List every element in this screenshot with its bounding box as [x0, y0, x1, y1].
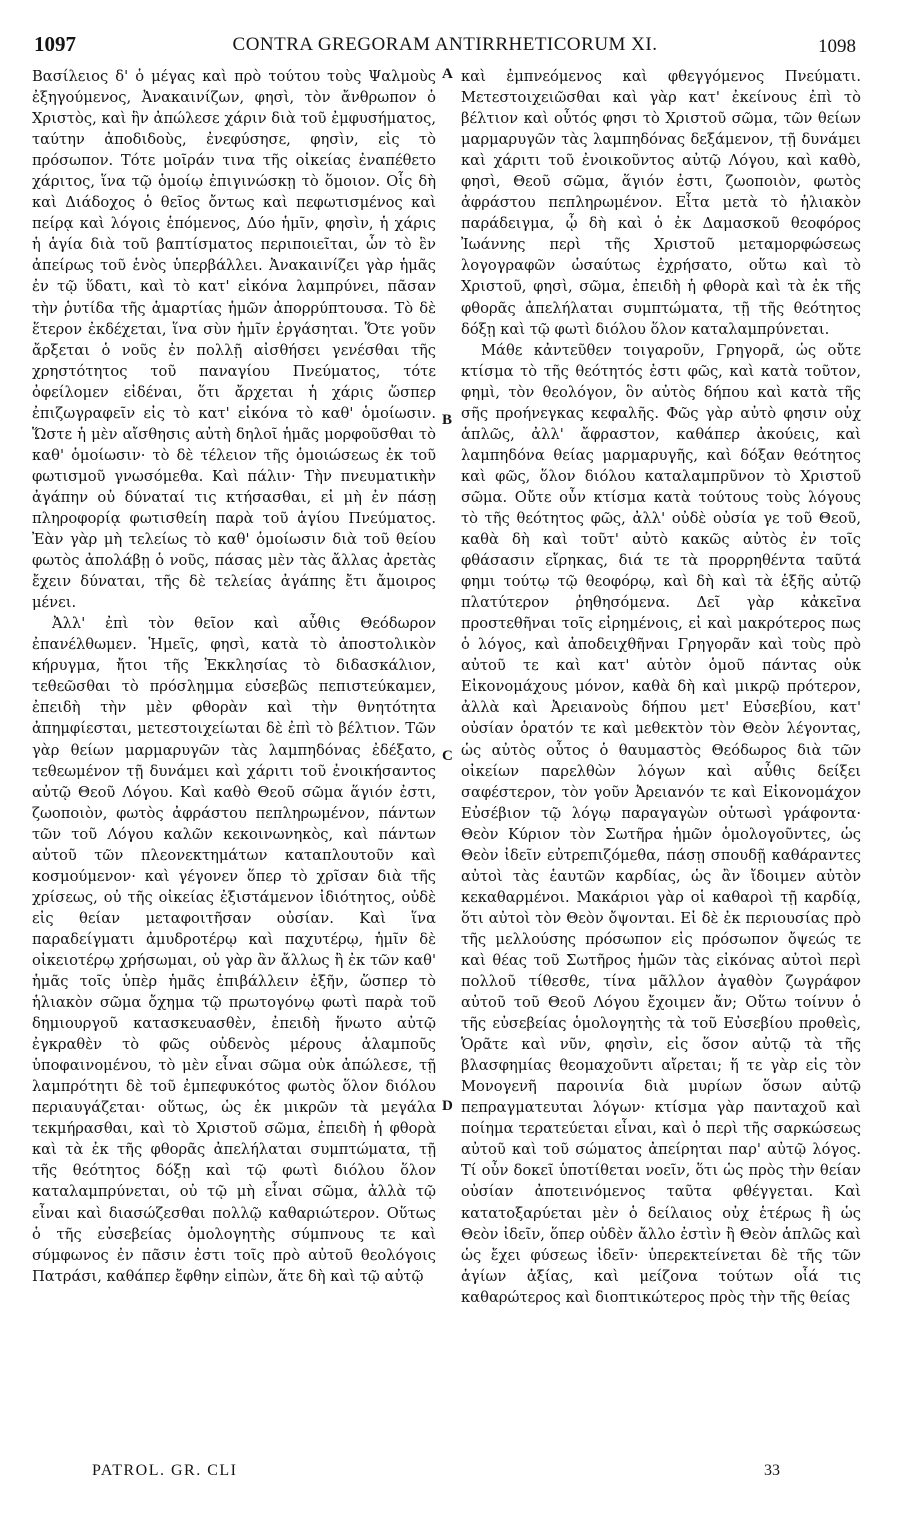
margin-marker-c: C	[442, 748, 453, 764]
page-footer	[92, 1462, 862, 1488]
signature-number: 33	[764, 1462, 780, 1479]
page-number-left: 1097	[34, 32, 76, 56]
left-paragraph-2: Ἀλλ' ἐπὶ τὸν θεῖον καὶ αὖθις Θεόδωρον ἐπανέλθωμεν. Ἡμεῖς, φησὶ, κατὰ τὸ ἀποστολικὸν κήρυγμα, ἤτοι τῆς Ἐκκλησίας τὸ διδασκάλιον, τεθεῶσθαι τὸ πρόσλημμα εὐσεβῶς πεπιστεύκαμεν, ἐπειδὴ τὴν μὲν φθορὰν καὶ τὴν θνητότητα ἀπημφίεσται, μετεστοιχείωται δὲ ἐπὶ τὸ βέλτιον. Τῶν γὰρ θείων μαρμαρυγῶν τὰς λαμπηδόνας ἐδέξατο, τεθεωμένον τῇ δυνάμει καὶ χάριτι τοῦ ἐνοικήσαντος αὐτῷ Θεοῦ Λόγου. Καὶ καθὸ Θεοῦ σῶμα ἅγιόν ἐστι, ζωοποιὸν, φωτὸς ἀφράστου πεπληρωμένον, πάντων τῶν τοῦ Λόγου καλῶν κεκοινωνηκὸς, καὶ πάντων αὐτοῦ τῶν πλεονεκτημάτων καταπλουτοῦν καὶ κοσμούμενον· καὶ γέγονεν ὅπερ τὸ χρῖσαν διὰ τῆς χρίσεως, οὐ τῆς οἰκείας ἐξιστάμενον ἰδιότητος, οὐδὲ εἰς θείαν μεταφοιτῆσαν οὐσίαν. Καὶ ἵνα παραδείγματι ἀμυδροτέρῳ καὶ παχυτέρῳ, ἡμῖν δὲ οἰκειοτέρῳ χρήσωμαι, οὐ γὰρ ἂν ἄλλως ἢ ἐκ τῶν καθ' ἡμᾶς τοῖς ὑπὲρ ἡμᾶς ἐπιβάλλειν ἐξῆν, ὥσπερ τὸ ἡλιακὸν σῶμα ὄχημα τῷ πρωτογόνῳ φωτὶ παρὰ τοῦ δημιουργοῦ κατασκευασθὲν, ἐπειδὴ ἥνωτο αὐτῷ ἐγκραθὲν τὸ φῶς οὐδενὸς μέρους ἀλαμποῦς ὑποφαινομένου, τὸ μὲν εἶναι σῶμα οὐκ ἀπώλεσε, τῇ λαμπρότητι δὲ τοῦ ἐμπεφυκότος φωτὸς ὅλον διόλου περιαυγάζεται· οὕτως, ὡς ἐκ μικρῶν τὰ μεγάλα τεκμήρασθαι, καὶ τὸ Χριστοῦ σῶμα, ἐπειδὴ ἡ φθορὰ καὶ τὰ ἐκ τῆς φθορᾶς ἀπελήλαται συμπτώματα, τῇ τῆς θεότητος δόξῃ καὶ τῷ φωτὶ διόλου ὅλον καταλαμπρύνεται, οὐ τῷ μὴ εἶναι σῶμα, ἀλλὰ τῷ εἶναι καὶ διασώζεσθαι πολλῷ καθαριώτερον. Οὕτως ὁ τῆς εὐσεβείας ὁμολογητὴς σύμπνους τε καὶ σύμφωνος ἐν πᾶσιν ἐστι τοῖς πρὸ αὐτοῦ θεολόγοις Πατράσι, καθάπερ ἔφθην εἰπὼν, ἅτε δὴ καὶ τῷ αὐτῷ	[32, 615, 436, 1285]
running-header	[34, 30, 856, 60]
margin-marker-d: D	[442, 1098, 453, 1114]
page-number-right: 1098	[818, 36, 856, 57]
left-column	[32, 66, 436, 1287]
margin-marker-b: B	[442, 412, 453, 428]
right-column	[461, 66, 861, 1308]
running-title: CONTRA GREGORAM ANTIRRHETICORUM XI.	[232, 34, 658, 55]
right-paragraph-2: Μάθε κἀντεῦθεν τοιγαροῦν, Γρηγορᾶ, ὡς οὔτε κτίσμα τὸ τῆς θεότητός ἐστι φῶς, καὶ κατὰ τοῦτον, φημὶ, τὸν θεολόγον, ὃν αὐτὸς δήπου καὶ κατὰ τῆς σῆς προήνεγκας κεφαλῆς. Φῶς γὰρ αὐτὸ φησιν οὐχ ἁπλῶς, ἀλλ' ἄφραστον, καθάπερ ἀκούεις, καὶ λαμπηδόνα θείας μαρμαρυγῆς, καὶ δόξαν θεότητος καὶ φῶς, ὅλον διόλου καταλαμπρῦνον τὸ Χριστοῦ σῶμα. Οὔτε οὖν κτίσμα κατὰ τούτους τοὺς λόγους τὸ τῆς θεότητος φῶς, ἀλλ' οὐδὲ οὐσία γε τοῦ Θεοῦ, καθὰ δὴ καὶ τοῦτ' αὐτὸ κακῶς αὐτὸς ἐν τοῖς φθάσασιν εἴρηκας, διά τε τὰ προρρηθέντα ταῦτά φημι τούτῳ τῷ θεοφόρῳ, καὶ δὴ καὶ τὰ ἑξῆς αὐτῷ πλατύτερον ῥηθησόμενα. Δεῖ γὰρ κἀκεῖνα προστεθῆναι τοῖς εἰρημένοις, εἰ καὶ μακρότερος πως ὁ λόγος, καὶ ἀποδειχθῆναι Γρηγορᾶν καὶ τοὺς πρὸ αὐτοῦ τε καὶ κατ' αὐτὸν ὁμοῦ πάντας οὐκ Εἰκονομάχους μόνον, καθὰ δὴ καὶ μικρῷ πρότερον, ἀλλὰ καὶ Ἀρειανοὺς δήπου μετ' Εὐσεβίου, κατ' οὐσίαν ὁρατόν τε καὶ μεθεκτὸν τὸν Θεὸν λέγοντας, ὡς αὐτὸς οὗτος ὁ θαυμαστὸς Θεόδωρος διὰ τῶν οἰκείων παρελθὼν λόγων καὶ αὖθις δείξει σαφέστερον, τὸν γοῦν Ἀρειανόν τε καὶ Εἰκονομάχον Εὐσέβιον τῷ λόγῳ παραγαγὼν οὑτωσὶ γράφοντα· Θεὸν Κύριον τὸν Σωτῆρα ἡμῶν ὁμολογοῦντες, ὡς Θεὸν ἰδεῖν εὐτρεπιζόμεθα, πάσῃ σπουδῇ καθάραντες αὐτοὶ τὰς ἑαυτῶν καρδίας, ὡς ἂν ἴδοιμεν αὐτὸν κεκαθαρμένοι. Μακάριοι γὰρ οἱ καθαροὶ τῇ καρδίᾳ, ὅτι αὐτοὶ τὸν Θεὸν ὄψονται. Εἰ δὲ ἐκ περιουσίας πρὸ τῆς μελλούσης πρόσωπον εἰς πρόσωπον ὄψεώς τε καὶ θέας τοῦ Σωτῆρος ἡμῶν τὰς εἰκόνας αὐτοὶ περὶ πολλοῦ τίθεσθε, τίνα μᾶλλον ἀγαθὸν ζωγράφον αὐτοῦ τοῦ Θεοῦ Λόγου ἔχοιμεν ἄν; Οὕτω τοίνυν ὁ τῆς εὐσεβείας ὁμολογητὴς τὰ τοῦ Εὐσεβίου προθεὶς, Ὁρᾶτε καὶ νῦν, φησὶν, εἰς ὅσον αὐτῷ τὰ τῆς βλασφημίας θεομαχοῦντι αἴρεται; ἥ τε γὰρ εἰς τὸν Μονογενῆ παροινία διὰ μυρίων ὅσων αὐτῷ πεπραγματευται λόγων· κτίσμα γὰρ πανταχοῦ καὶ ποίημα τερατεύεται εἶναι, καὶ ὁ περὶ τῆς σαρκώσεως αὐτοῦ καὶ τοῦ σώματος ἀπείρηται παρ' αὐτῷ λόγος. Τί οὖν δοκεῖ ὑποτίθεται νοεῖν, ὅτι ὡς πρὸς τὴν θείαν οὐσίαν ἀποτεινόμενος ταῦτα φθέγγεται. Καὶ κατατοξαρύεται μὲν ὁ δείλαιος οὐχ ἑτέρως ἢ ὡς Θεὸν ἰδεῖν, ὅπερ οὐδὲν ἄλλο ἐστὶν ἢ Θεὸν ἁπλῶς καὶ ὡς ἔχει φύσεως ἰδεῖν· ὑπερεκτείνεται δὲ τῆς τῶν ἁγίων ἀξίας, καὶ μείζονα τούτων οἷά τις καθαρώτερος καὶ διοπτικώτερος πρὸς τὴν τῆς θείας	[461, 341, 861, 1306]
left-paragraph-1: Βασίλειος δ' ὁ μέγας καὶ πρὸ τούτου τοὺς Ψαλμοὺς ἐξηγούμενος, Ἀνακαινίζων, φησὶ, τὸν ἄνθρωπον ὁ Χριστὸς, καὶ ἣν ἀπώλεσε χάριν διὰ τοῦ ἐμφυσήματος, ταύτην ἀποδιδοὺς, ἐνεφύσησε, φησὶν, εἰς τὸ πρόσωπον. Τότε μοῖράν τινα τῆς οἰκείας ἐναπέθετο χάριτος, ἵνα τῷ ὁμοίῳ ἐπιγινώσκῃ τὸ ὅμοιον. Οἷς δὴ καὶ Διάδοχος ὁ θεῖος ὄντως καὶ πεφωτισμένος καὶ πείρᾳ καὶ λόγοις ἑπόμενος, Δύο ἡμῖν, φησὶν, ἡ χάρις ἡ ἁγία διὰ τοῦ βαπτίσματος περιποιεῖται, ὧν τὸ ἓν ἀπείρως τοῦ ἑνὸς ὑπερβάλλει. Ἀνακαινίζει γὰρ ἡμᾶς ἐν τῷ ὕδατι, καὶ τὸ κατ' εἰκόνα λαμπρύνει, πᾶσαν τὴν ῥυτίδα τῆς ἁμαρτίας ἡμῶν ἀπορρύπτουσα. Τὸ δὲ ἕτερον ἐκδέχεται, ἵνα σὺν ἡμῖν ἐργάσηται. Ὅτε γοῦν ἄρξεται ὁ νοῦς ἐν πολλῇ αἰσθήσει γενέσθαι τῆς χρηστότητος τοῦ παναγίου Πνεύματος, τότε ὀφείλομεν εἰδέναι, ὅτι ἄρχεται ἡ χάρις ὥσπερ ἐπιζωγραφεῖν εἰς τὸ κατ' εἰκόνα τὸ καθ' ὁμοίωσιν. Ὥστε ἡ μὲν αἴσθησις αὐτὴ δηλοῖ ἡμᾶς μορφοῦσθαι τὸ καθ' ὁμοίωσιν· τὸ δὲ τέλειον τῆς ὁμοιώσεως ἐκ τοῦ φωτισμοῦ γνωσόμεθα. Καὶ πάλιν· Τὴν πνευματικὴν ἀγάπην οὐ δύναταί τις κτήσασθαι, εἰ μὴ ἐν πάσῃ πληροφορίᾳ φωτισθείη παρὰ τοῦ ἁγίου Πνεύματος. Ἐὰν γὰρ μὴ τελείως τὸ καθ' ὁμοίωσιν διὰ τοῦ θείου φωτὸς ἀπολάβῃ ὁ νοῦς, πάσας μὲν τὰς ἄλλας ἀρετὰς ἔχειν δύναται, τῆς δὲ τελείας ἀγάπης ἔτι ἄμοιρος μένει.	[32, 68, 436, 612]
right-paragraph-1: καὶ ἐμπνεόμενος καὶ φθεγγόμενος Πνεύματι. Μετεστοιχειῶσθαι καὶ γὰρ κατ' ἐκείνους ἐπὶ τὸ βέλτιον καὶ οὗτός φησι τὸ Χριστοῦ σῶμα, τῶν θείων μαρμαρυγῶν τὰς λαμπηδόνας δεξάμενον, τῇ δυνάμει καὶ χάριτι τοῦ ἐνοικοῦντος αὐτῷ Λόγου, καὶ καθὸ, φησὶ, Θεοῦ σῶμα, ἅγιόν ἐστι, ζωοποιὸν, φωτὸς ἀφράστου πεπληρωμένον. Εἶτα μετὰ τὸ ἡλιακὸν παράδειγμα, ᾧ δὴ καὶ ὁ ἐκ Δαμασκοῦ θεοφόρος Ἰωάννης περὶ τῆς Χριστοῦ μεταμορφώσεως λογογραφῶν ὡσαύτως ἐχρήσατο, οὕτω καὶ τὸ Χριστοῦ, φησὶ, σῶμα, ἐπειδὴ ἡ φθορὰ καὶ τὰ ἐκ τῆς φθορᾶς ἀπελήλαται συμπτώματα, τῇ τῆς θεότητος δόξῃ καὶ τῷ φωτὶ διόλου ὅλον καταλαμπρύνεται.	[461, 68, 861, 338]
series-abbreviation: PATROL. GR. CLI	[92, 1462, 238, 1479]
margin-marker-a: A	[442, 66, 453, 82]
